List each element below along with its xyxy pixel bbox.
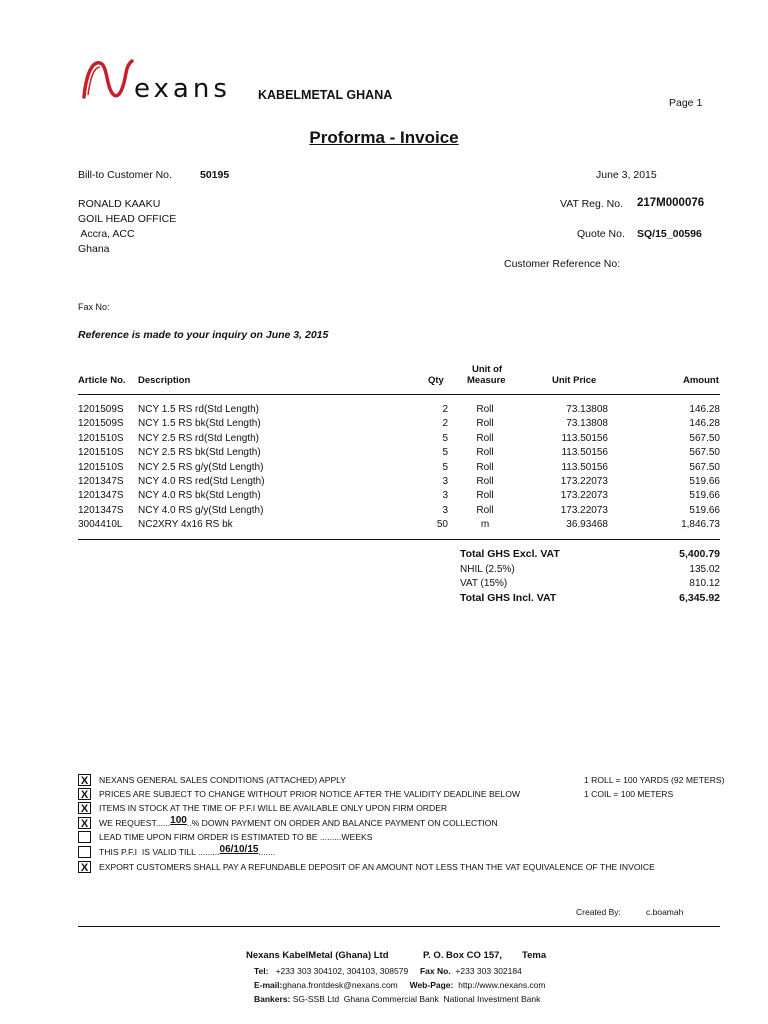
row-qty: 2	[442, 404, 448, 415]
footer-bankers-line	[254, 994, 540, 1004]
row-price: 113.50156	[561, 432, 608, 444]
condition-text: NEXANS GENERAL SALES CONDITIONS (ATTACHED) APPLY	[99, 775, 347, 785]
row-price: 173.22073	[560, 490, 608, 502]
row-uom: Roll	[476, 461, 494, 473]
row-description: NCY 4.0 RS g/y(Std Length)	[138, 504, 264, 516]
row-article: 1201510S	[78, 447, 124, 459]
condition-text-pre: WE REQUEST......	[99, 818, 171, 828]
row-article: 1201509S	[78, 404, 124, 415]
created-by-value: c.boamah	[646, 907, 684, 917]
row-uom: m	[480, 519, 490, 531]
total-excl-value: 5,400.79	[679, 548, 720, 560]
condition-text-validity	[99, 844, 276, 858]
row-article: 1201347S	[78, 504, 124, 516]
row-amount: 519.66	[689, 504, 720, 516]
footer-contact-line	[254, 966, 522, 976]
total-excl-label: Total GHS Excl. VAT	[460, 548, 560, 560]
condition-text-pre: THIS P.F.I IS VALID TILL .........	[99, 847, 220, 857]
customer-name: RONALD KAAKU	[78, 198, 161, 210]
row-qty: 5	[442, 461, 448, 473]
condition-checkbox	[78, 831, 91, 843]
row-price: 73.13808	[566, 404, 608, 415]
table-row	[78, 504, 720, 518]
row-qty: 2	[442, 418, 448, 430]
row-price: 73.13808	[566, 418, 608, 430]
row-article: 1201510S	[78, 432, 124, 444]
header-description: Description	[138, 375, 191, 386]
header-article: Article No.	[78, 375, 126, 386]
condition-text: EXPORT CUSTOMERS SHALL PAY A REFUNDABLE DEPOSIT OF AN AMOUNT NOT LESS THAN THE VAT EQUIVALENCE OF THE INVOICE	[99, 862, 655, 872]
row-article: 1201509S	[78, 418, 124, 430]
vat-label: VAT (15%)	[460, 578, 508, 589]
row-qty: 5	[442, 432, 448, 444]
row-price: 173.22073	[560, 476, 608, 488]
row-description: NCY 2.5 RS g/y(Std Length)	[138, 461, 264, 473]
condition-checkbox: X	[78, 788, 91, 800]
header-unit-price: Unit Price	[552, 375, 597, 386]
page-number: Page 1	[669, 97, 703, 109]
table-row	[78, 446, 720, 460]
customer-city: Accra, ACC	[78, 228, 135, 240]
row-qty: 50	[436, 519, 448, 531]
condition-text-post: .......	[258, 847, 276, 857]
row-price: 36.93468	[566, 519, 608, 531]
condition-text-down-payment	[99, 815, 498, 829]
row-qty: 5	[442, 447, 448, 459]
email-label: E-mail:	[254, 980, 283, 990]
row-article: 1201510S	[78, 461, 124, 473]
total-incl-value: 6,345.92	[679, 592, 720, 604]
customer-country: Ghana	[78, 243, 110, 255]
condition-text-post: ..% DOWN PAYMENT ON ORDER AND BALANCE PAYMENT ON COLLECTION	[186, 818, 498, 828]
footer-company: Nexans KabelMetal (Ghana) Ltd	[246, 950, 389, 961]
row-uom: Roll	[476, 404, 494, 415]
condition-checkbox: X	[78, 861, 91, 873]
condition-checkbox: X	[78, 802, 91, 814]
row-amount: 519.66	[689, 490, 720, 502]
footer-box: P. O. Box CO 157,	[423, 950, 503, 961]
fax-label: Fax No:	[78, 302, 110, 312]
row-uom: Roll	[476, 476, 494, 488]
valid-till-date: 06/10/15	[219, 844, 259, 855]
row-uom: Roll	[476, 418, 494, 430]
bill-to-label: Bill-to Customer No.	[78, 169, 172, 181]
row-article: 3004410L	[78, 519, 123, 531]
created-by-label: Created By:	[576, 907, 621, 917]
nhil-label: NHIL (2.5%)	[460, 564, 515, 575]
items-table	[78, 403, 720, 533]
footer-city: Tema	[522, 950, 547, 961]
condition-text: LEAD TIME UPON FIRM ORDER IS ESTIMATED TO BE .........WEEKS	[99, 832, 373, 842]
footer-rule	[78, 926, 720, 927]
row-article: 1201347S	[78, 490, 124, 502]
condition-checkbox	[78, 846, 91, 858]
row-amount: 1,846.73	[681, 519, 720, 531]
table-row	[78, 461, 720, 475]
quote-value: SQ/15_00596	[637, 228, 702, 240]
reference-note: Reference is made to your inquiry on June 3, 2015	[78, 329, 329, 341]
row-amount: 519.66	[689, 476, 720, 488]
bankers-label: Bankers:	[254, 994, 291, 1004]
table-row	[78, 432, 720, 446]
unit-note-roll: 1 ROLL = 100 YARDS (92 METERS)	[584, 775, 725, 785]
invoice-date: June 3, 2015	[596, 169, 657, 181]
row-qty: 3	[442, 476, 448, 488]
row-uom: Roll	[476, 432, 494, 444]
table-row	[78, 489, 720, 503]
row-article: 1201347S	[78, 476, 124, 488]
company-division: KABELMETAL GHANA	[258, 88, 393, 102]
table-row	[78, 403, 720, 417]
row-description: NCY 2.5 RS bk(Std Length)	[138, 447, 261, 459]
row-amount: 567.50	[689, 432, 720, 444]
header-uom-line2: Measure	[467, 375, 506, 386]
bill-to-number: 50195	[200, 169, 230, 181]
total-incl-label: Total GHS Incl. VAT	[460, 592, 557, 604]
row-uom: Roll	[476, 490, 494, 502]
quote-label: Quote No.	[577, 228, 625, 240]
row-description: NCY 4.0 RS red(Std Length)	[138, 476, 265, 488]
vat-value: 810.12	[689, 578, 720, 589]
row-uom: Roll	[476, 447, 494, 459]
logo-wordmark: exans	[134, 74, 231, 104]
row-price: 113.50156	[561, 447, 608, 459]
row-qty: 3	[442, 504, 448, 516]
row-description: NCY 1.5 RS rd(Std Length)	[138, 404, 259, 415]
table-bottom-rule	[78, 539, 720, 540]
row-price: 113.50156	[561, 461, 608, 473]
row-price: 173.22073	[560, 504, 608, 516]
condition-checkbox: X	[78, 774, 91, 786]
row-qty: 3	[442, 490, 448, 502]
header-qty: Qty	[428, 375, 444, 386]
customer-office: GOIL HEAD OFFICE	[78, 213, 177, 225]
row-amount: 146.28	[689, 404, 720, 415]
table-row	[78, 417, 720, 431]
customer-reference-label: Customer Reference No:	[504, 258, 621, 270]
condition-text: PRICES ARE SUBJECT TO CHANGE WITHOUT PRIOR NOTICE AFTER THE VALIDITY DEADLINE BELOW	[99, 789, 521, 799]
header-amount: Amount	[683, 375, 719, 386]
web-value[interactable]: http://www.nexans.com	[458, 980, 546, 990]
condition-checkbox: X	[78, 817, 91, 829]
web-label: Web-Page:	[409, 980, 454, 990]
row-description: NCY 1.5 RS bk(Std Length)	[138, 418, 261, 430]
row-amount: 567.50	[689, 447, 720, 459]
vat-reg-label: VAT Reg. No.	[560, 198, 624, 210]
unit-note-coil: 1 COIL = 100 METERS	[584, 789, 674, 799]
bankers-value: SG-SSB Ltd Ghana Commercial Bank National Investment Bank	[292, 994, 541, 1004]
condition-text: ITEMS IN STOCK AT THE TIME OF P.F.I WILL BE AVAILABLE ONLY UPON FIRM ORDER	[99, 803, 448, 813]
header-rule	[78, 394, 720, 395]
down-payment-percent: 100	[170, 815, 187, 826]
email-value[interactable]: ghana.frontdesk@nexans.com	[282, 980, 398, 990]
table-row	[78, 518, 720, 532]
tel-label: Tel:	[254, 966, 269, 976]
row-description: NCY 4.0 RS bk(Std Length)	[138, 490, 261, 502]
row-uom: Roll	[476, 504, 494, 516]
table-row	[78, 475, 720, 489]
tel-value: +233 303 304102, 304103, 308579	[275, 966, 409, 976]
page-title: Proforma - Invoice	[309, 128, 459, 147]
nhil-value: 135.02	[689, 564, 720, 575]
fax-no-value: +233 303 302184	[455, 966, 522, 976]
vat-reg-value: 217M000076	[637, 197, 705, 209]
row-description: NC2XRY 4x16 RS bk	[138, 519, 233, 531]
footer-web-line	[254, 980, 546, 990]
row-description: NCY 2.5 RS rd(Std Length)	[138, 432, 259, 444]
row-amount: 146.28	[689, 418, 720, 430]
header-uom-line1: Unit of	[472, 364, 503, 375]
row-amount: 567.50	[689, 461, 720, 473]
fax-no-label: Fax No.	[419, 966, 451, 976]
